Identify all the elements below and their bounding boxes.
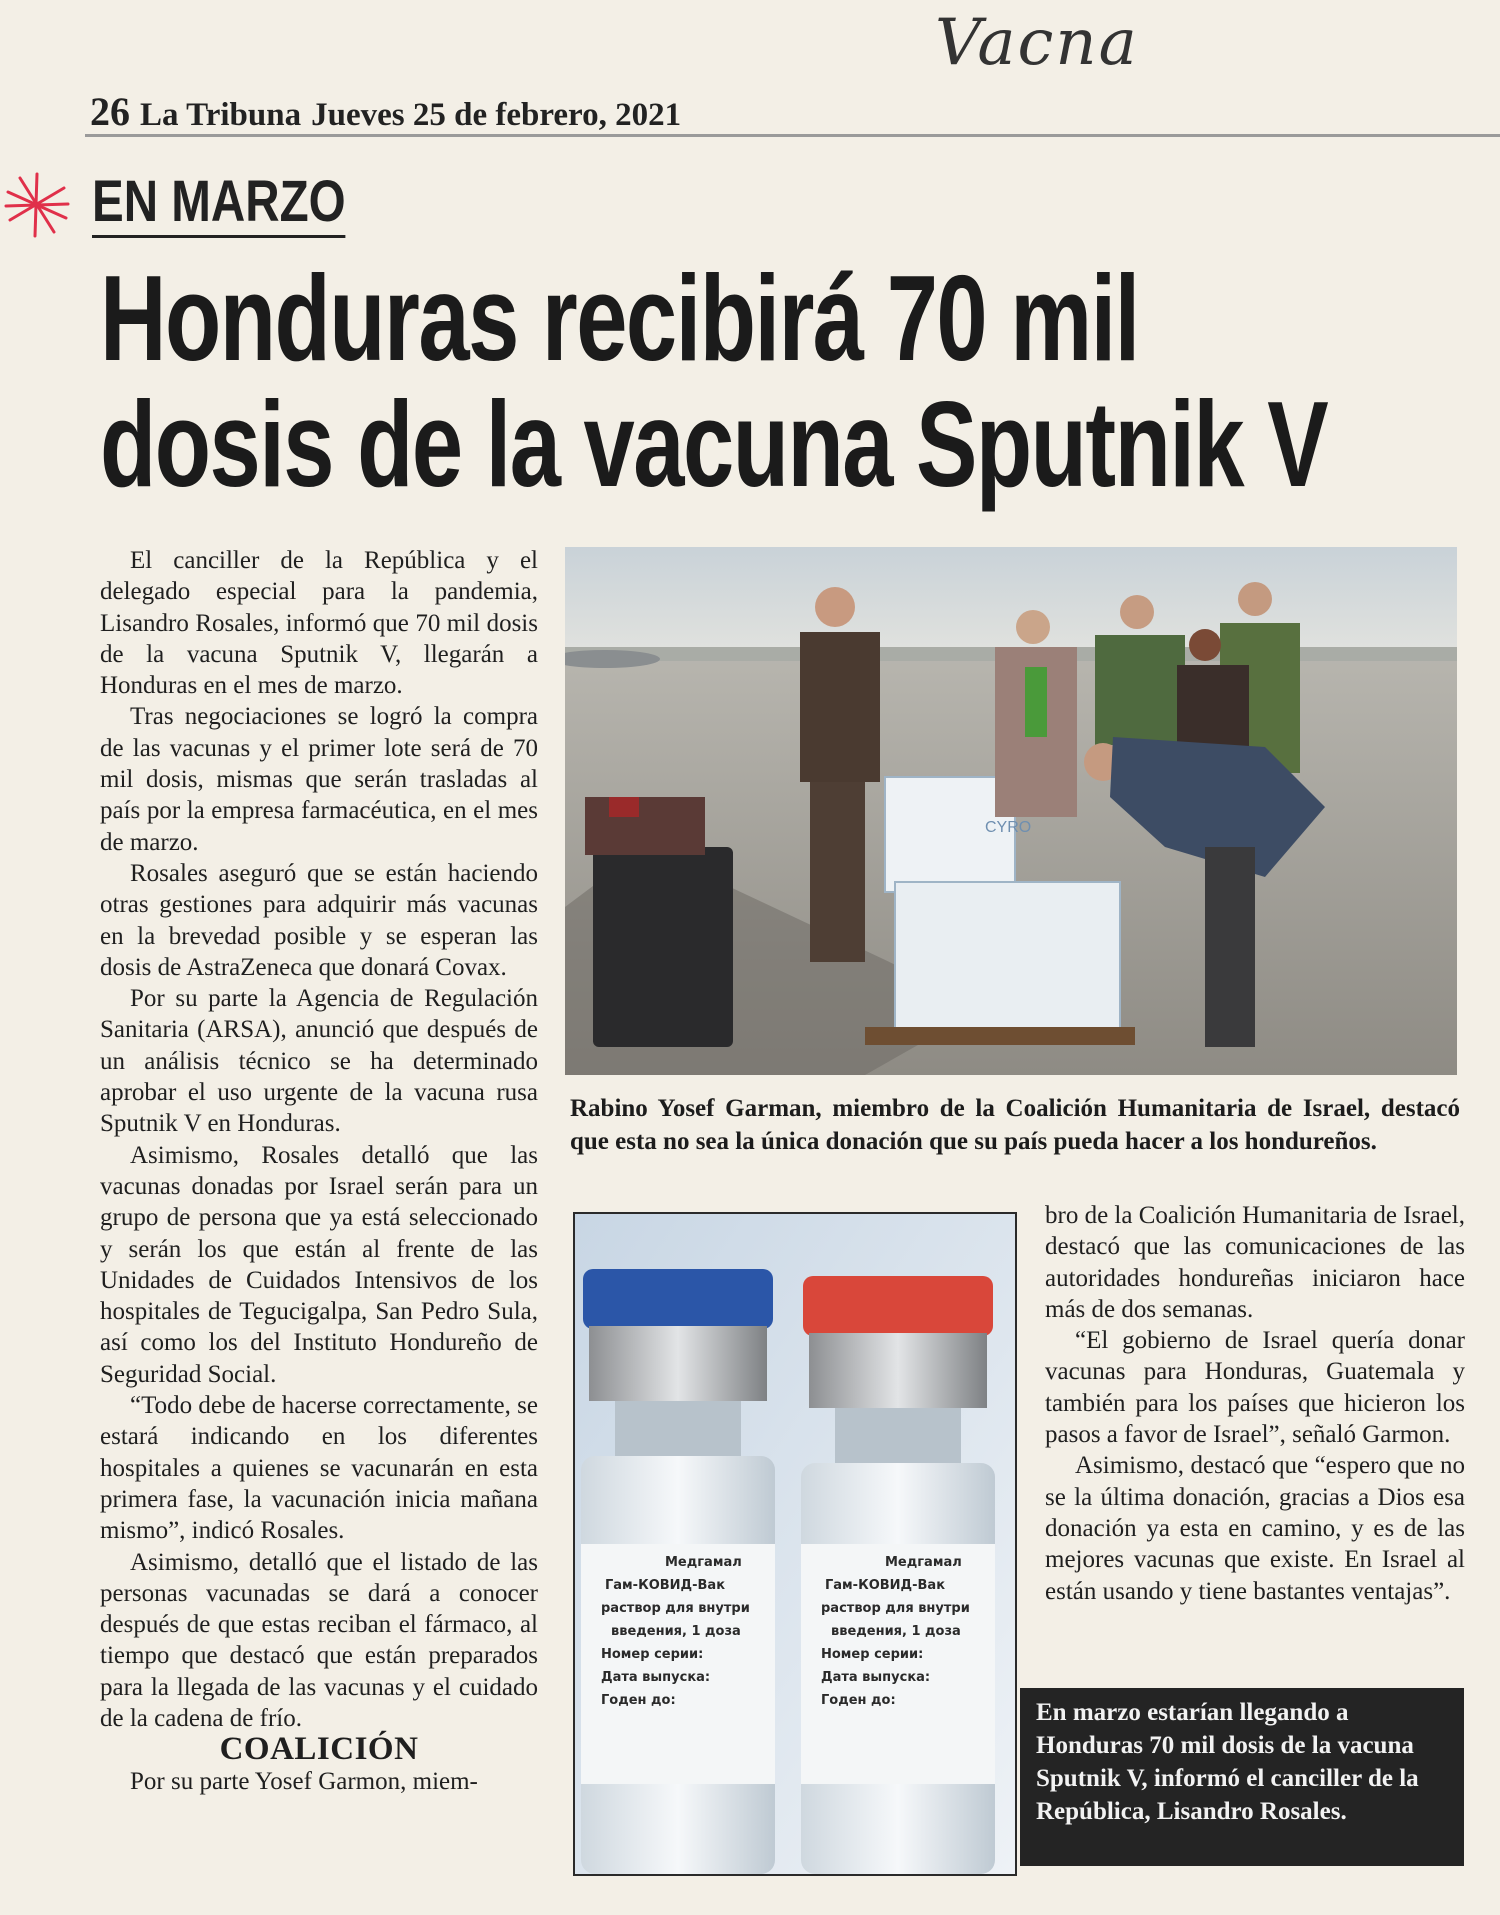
paragraph: Tras negociaciones se logró la compra de las vacunas y el primer lote será de 70 mil dosis, mismas que serán trasladas al país por la empresa farmacéutica, en el mes de marzo.	[100, 703, 538, 856]
box-label: CYRO	[985, 819, 1032, 836]
publication-date: Jueves 25 de febrero, 2021	[311, 97, 682, 133]
vial-label-line: введения, 1 доза	[611, 1624, 741, 1639]
vial-label-line: введения, 1 доза	[831, 1624, 961, 1639]
handwritten-note: Vacna	[935, 6, 1139, 80]
page-number: 26	[90, 89, 130, 134]
vial-label-line: Годен до:	[601, 1693, 676, 1708]
vial-label-line: Годен до:	[821, 1693, 896, 1708]
paragraph: Asimismo, destacó que “espero que no se la última donación, gracias a Dios esa donación ya esta en camino, y es de las mejores vacunas que existe. En Israel al están usando y tiene bastantes ventajas”.	[1045, 1452, 1465, 1605]
vials-caption-box: En marzo estarían llegando a Honduras 70 mil dosis de la vacuna Sputnik V, informó el canciller de la República, Lisandro Rosales.	[1020, 1688, 1464, 1866]
star-doodle-icon	[2, 170, 72, 240]
vial-label-line: Дата выпуска:	[601, 1670, 711, 1685]
photo-caption: Rabino Yosef Garman, miembro de la Coalición Humanitaria de Israel, destacó que esta no sea la única donación que su país pueda hacer a los hondureños.	[570, 1095, 1460, 1155]
vial-label-line: Дата выпуска:	[821, 1670, 931, 1685]
paragraph: Asimismo, detalló que el listado de las personas vacunadas se dará a conocer después de que estas reciban el fármaco, al tiempo que destacó que están preparados para la llegada de las vacunas y el cuidado de la cadena de frío.	[100, 1548, 538, 1732]
vial-label-line: Номер серии:	[821, 1647, 924, 1662]
vial-label-line: раствор для внутри	[821, 1601, 970, 1616]
paragraph: “El gobierno de Israel quería donar vacunas para Honduras, Guatemala y también para los países que hicieron los pasos a favor de Israel”, señaló Garmon.	[1045, 1327, 1465, 1449]
vaccine-vials-photo	[573, 1212, 1017, 1876]
vial-label-line: Медгамал	[665, 1555, 742, 1570]
vial-label-line: Медгамал	[885, 1555, 962, 1570]
vial-label-line: Гам-КОВИД-Вак	[605, 1578, 726, 1593]
newspaper-name: La Tribuna	[140, 97, 302, 133]
paragraph: Por su parte la Agencia de Regulación Sanitaria (ARSA), anunció que después de un análisis técnico se ha determinado aprobar el uso urgente de la vacuna rusa Sputnik V en Honduras.	[100, 985, 538, 1138]
paragraph: bro de la Coalición Humanitaria de Israel, destacó que las comunicaciones de las autoridades hondureñas iniciaron hace más de dos semanas.	[1045, 1202, 1465, 1323]
article-kicker: EN MARZO	[92, 172, 346, 238]
header-rule	[85, 134, 1500, 137]
page-header	[90, 88, 681, 135]
vial-label-line: Гам-КОВИД-Вак	[825, 1578, 946, 1593]
article-column-left	[100, 545, 538, 1797]
section-subhead: COALICIÓN	[219, 1731, 419, 1768]
headline-line-2: dosis de la vacuna Sputnik V	[100, 376, 1328, 512]
paragraph: Asimismo, Rosales detalló que las vacunas donadas por Israel serán para un grupo de persona que ya está seleccionado y serán los que están al frente de las Unidades de Cuidados Intensivos de los hospitales de Tegucigalpa, San Pedro Sula, así como los del Instituto Hondureño de Seguridad Social.	[100, 1141, 538, 1388]
paragraph: “Todo debe de hacerse correctamente, se estará indicando en los diferentes hospitales a quienes se vacunarán en esta primera fase, la vacunación inicia mañana mismo”, indicó Rosales.	[100, 1392, 538, 1545]
headline-line-1: Honduras recibirá 70 mil	[100, 250, 1139, 386]
vial-label-line: раствор для внутри	[601, 1601, 750, 1616]
vial-label-line: Номер серии:	[601, 1647, 704, 1662]
paragraph: El canciller de la República y el delegado especial para la pandemia, Lisandro Rosales, informó que 70 mil dosis de la vacuna Sputnik V, llegarán a Honduras en el mes de marzo.	[100, 547, 538, 700]
paragraph: Rosales aseguró que se están haciendo otras gestiones para adquirir más vacunas en la brevedad posible y se esperan las dosis de AstraZeneca que donará Covax.	[100, 859, 538, 981]
handover-photo	[565, 547, 1457, 1075]
paragraph: Por su parte Yosef Garmon, miem-	[130, 1767, 478, 1795]
article-headline	[100, 250, 1328, 512]
article-column-right	[1045, 1200, 1465, 1607]
